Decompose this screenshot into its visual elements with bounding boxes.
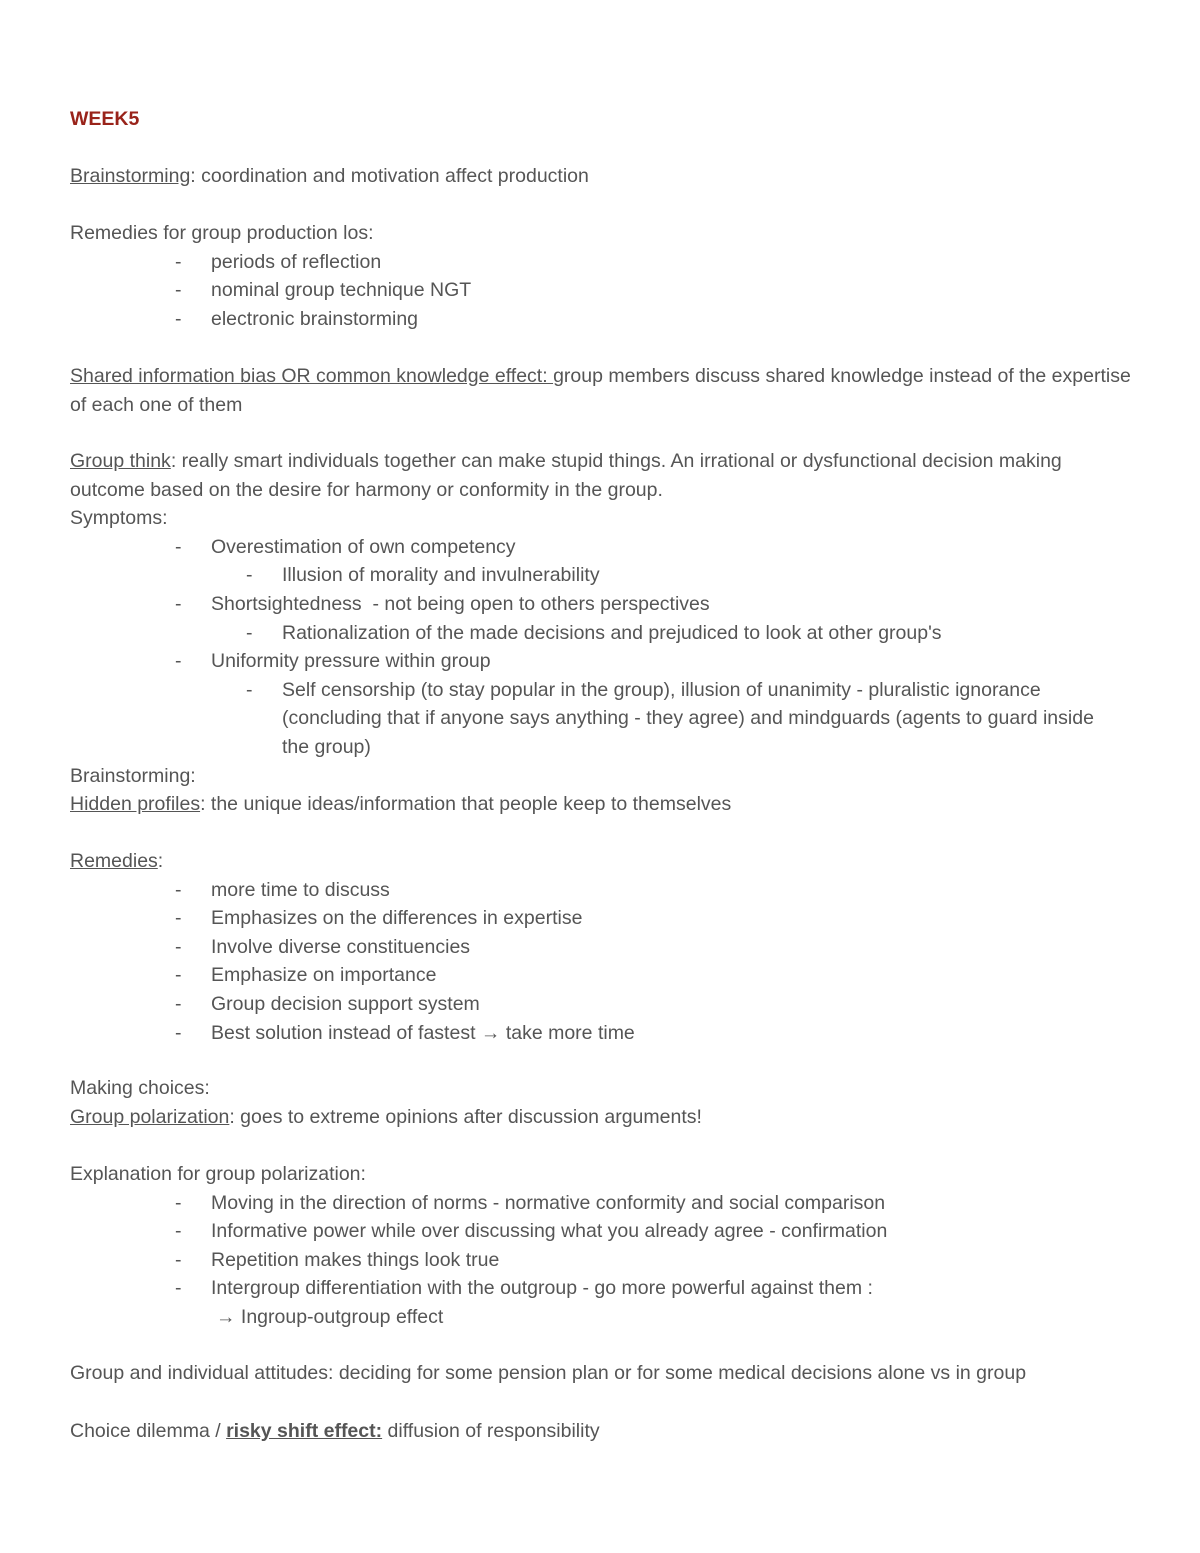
list-item: - Emphasizes on the differences in expertise — [175, 907, 583, 930]
group-think-term: Group think — [70, 450, 171, 472]
list-item: - electronic brainstorming — [175, 307, 419, 330]
sub-list-item: - Illusion of morality and invulnerability — [246, 564, 600, 587]
group-think-paragraph — [70, 447, 1140, 504]
list-item: - Uniformity pressure within group — [175, 650, 491, 673]
list-item: - Shortsightedness - not being open to others perspectives — [175, 592, 710, 615]
group-polarization-term: Group polarization — [70, 1105, 230, 1128]
attitudes-paragraph: Group and individual attitudes: deciding for some pension plan or for some medical decisions alone vs in group — [70, 1362, 1027, 1384]
sub-list-item: - Rationalization of the made decisions and prejudiced to look at other group's — [246, 621, 942, 644]
list-item: - Intergroup differentiation with the outgroup - go more powerful against them : — [175, 1277, 873, 1300]
remedies-loss-section — [70, 219, 1140, 333]
list-item: - Overestimation of own competency — [175, 535, 516, 558]
group-think-definition: : really smart individuals together can make stupid things. An irrational or dysfunctional decision making outcome based on the desire for harmony or conformity in the group. — [70, 450, 1062, 501]
brainstorming-term: Brainstorming — [70, 165, 191, 187]
list-item: - Emphasize on importance — [175, 964, 437, 987]
group-polarization-definition: : goes to extreme opinions after discussion arguments! — [229, 1105, 702, 1128]
ingroup-outgroup-line: → Ingroup-outgroup effect — [216, 1305, 444, 1328]
list-item: - Involve diverse constituencies — [175, 935, 471, 958]
group-think-section — [70, 447, 1140, 819]
remedies-loss-heading: Remedies for group production los: — [70, 222, 374, 244]
shared-info-paragraph — [70, 362, 1140, 419]
explanation-heading: Explanation for group polarization: — [70, 1163, 366, 1185]
brainstorming-paragraph — [70, 162, 1140, 191]
remedies-term: Remedies — [70, 850, 158, 872]
list-item: - Best solution instead of fastest → take more time — [175, 1021, 635, 1044]
symptoms-label: Symptoms: — [70, 507, 168, 530]
page-title: WEEK5 — [70, 108, 140, 130]
list-item: - nominal group technique NGT — [175, 279, 472, 302]
remedies-section: Remedies: - more time to discuss - Emphasizes on the differences in expertise - Involve diverse constituencies - Emphasize on importance - Group decision support system - Best solution instead of fastest → take more time — [70, 847, 1140, 1047]
shared-info-definition: group members discuss shared knowledge instead of the expertise of each one of them — [70, 365, 1131, 416]
list-item: - Group decision support system — [175, 992, 480, 1015]
risky-shift-term: risky shift effect: — [226, 1420, 383, 1442]
brainstorming-definition: : coordination and motivation affect production — [190, 165, 589, 187]
list-item: - more time to discuss — [175, 878, 390, 901]
explanation-section — [70, 1160, 1140, 1332]
list-item: - periods of reflection — [175, 250, 382, 273]
list-item: - Informative power while over discussing what you already agree - confirmation — [175, 1220, 888, 1243]
making-choices-label: Making choices: — [70, 1077, 210, 1099]
sub-list-item: - Self censorship (to stay popular in the group), illusion of unanimity - pluralistic ignorance (concluding that if anyone says anything - they agree) and mindguards (agents to guard inside the group) — [246, 678, 1094, 758]
list-item: - Repetition makes things look true — [175, 1248, 500, 1271]
hidden-profiles-definition: : the unique ideas/information that people keep to themselves — [200, 793, 732, 816]
brainstorming-label: Brainstorming: — [70, 764, 196, 787]
choice-dilemma-paragraph: Choice dilemma / risky shift effect: diffusion of responsibility — [70, 1420, 600, 1442]
shared-info-term: Shared information bias OR common knowledge effect: — [70, 365, 554, 387]
hidden-profiles-term: Hidden profiles — [70, 793, 201, 816]
list-item: - Moving in the direction of norms - normative conformity and social comparison — [175, 1191, 886, 1214]
making-choices-section — [70, 1074, 1140, 1131]
